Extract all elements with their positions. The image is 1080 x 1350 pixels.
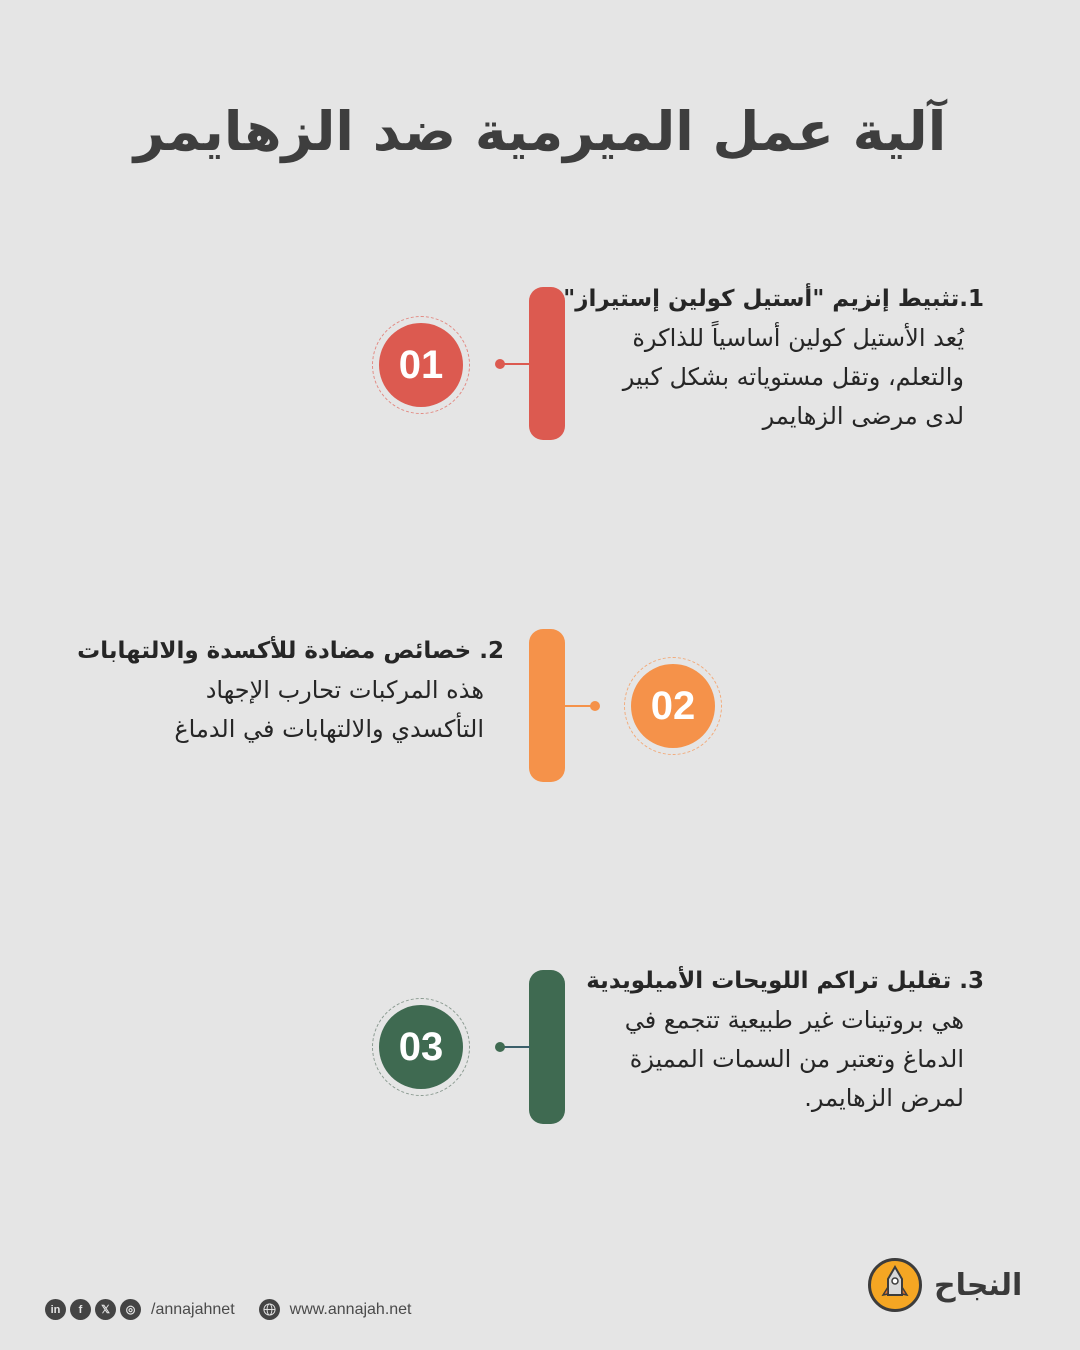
globe-icon <box>259 1299 280 1320</box>
instagram-icon[interactable]: ◎ <box>120 1299 141 1320</box>
item-3-line-3: لمرض الزهايمر. <box>804 1084 964 1112</box>
timeline-bar-3 <box>529 970 565 1124</box>
linkedin-icon[interactable]: in <box>45 1299 66 1320</box>
footer-social <box>45 1299 412 1320</box>
connector-dot-3 <box>495 1042 505 1052</box>
x-icon[interactable]: 𝕏 <box>95 1299 116 1320</box>
item-2-line-1: هذه المركبات تحارب الإجهاد <box>205 676 484 704</box>
timeline-bar-1 <box>529 287 565 440</box>
connector-dot-2 <box>590 701 600 711</box>
social-handle[interactable]: /annajahnet <box>151 1300 235 1318</box>
brand-name: النجاح <box>934 1267 1023 1303</box>
rocket-icon <box>868 1258 922 1312</box>
item-3-text <box>586 962 984 1118</box>
item-1-line-1: يُعد الأستيل كولين أساسياً للذاكرة <box>632 324 964 352</box>
item-2-text <box>77 632 504 749</box>
brand-logo <box>868 1258 1022 1312</box>
item-1-heading: 1.تثبيط إنزيم "أستيل كولين إستيراز" <box>563 286 984 312</box>
number-badge-3: 03 <box>379 1005 463 1089</box>
number-badge-1: 01 <box>379 323 463 407</box>
item-3-line-2: الدماغ وتعتبر من السمات المميزة <box>629 1045 964 1073</box>
facebook-icon[interactable]: f <box>70 1299 91 1320</box>
item-1-line-3: لدى مرضى الزهايمر <box>762 402 964 430</box>
timeline-bar-2 <box>529 629 565 782</box>
item-2-line-2: التأكسدي والالتهابات في الدماغ <box>174 715 484 743</box>
page-title: آلية عمل الميرمية ضد الزهايمر <box>133 100 947 163</box>
item-3-heading: 3. تقليل تراكم اللويحات الأميلويدية <box>586 968 984 994</box>
website-link[interactable]: www.annajah.net <box>289 1300 412 1318</box>
connector-dot-1 <box>495 359 505 369</box>
item-3-line-1: هي بروتينات غير طبيعية تتجمع في <box>624 1006 964 1034</box>
item-1-line-2: والتعلم، وتقل مستوياته بشكل كبير <box>622 363 964 391</box>
item-1-text <box>563 280 984 436</box>
item-2-heading: 2. خصائص مضادة للأكسدة والالتهابات <box>77 638 504 664</box>
number-badge-2: 02 <box>631 664 715 748</box>
